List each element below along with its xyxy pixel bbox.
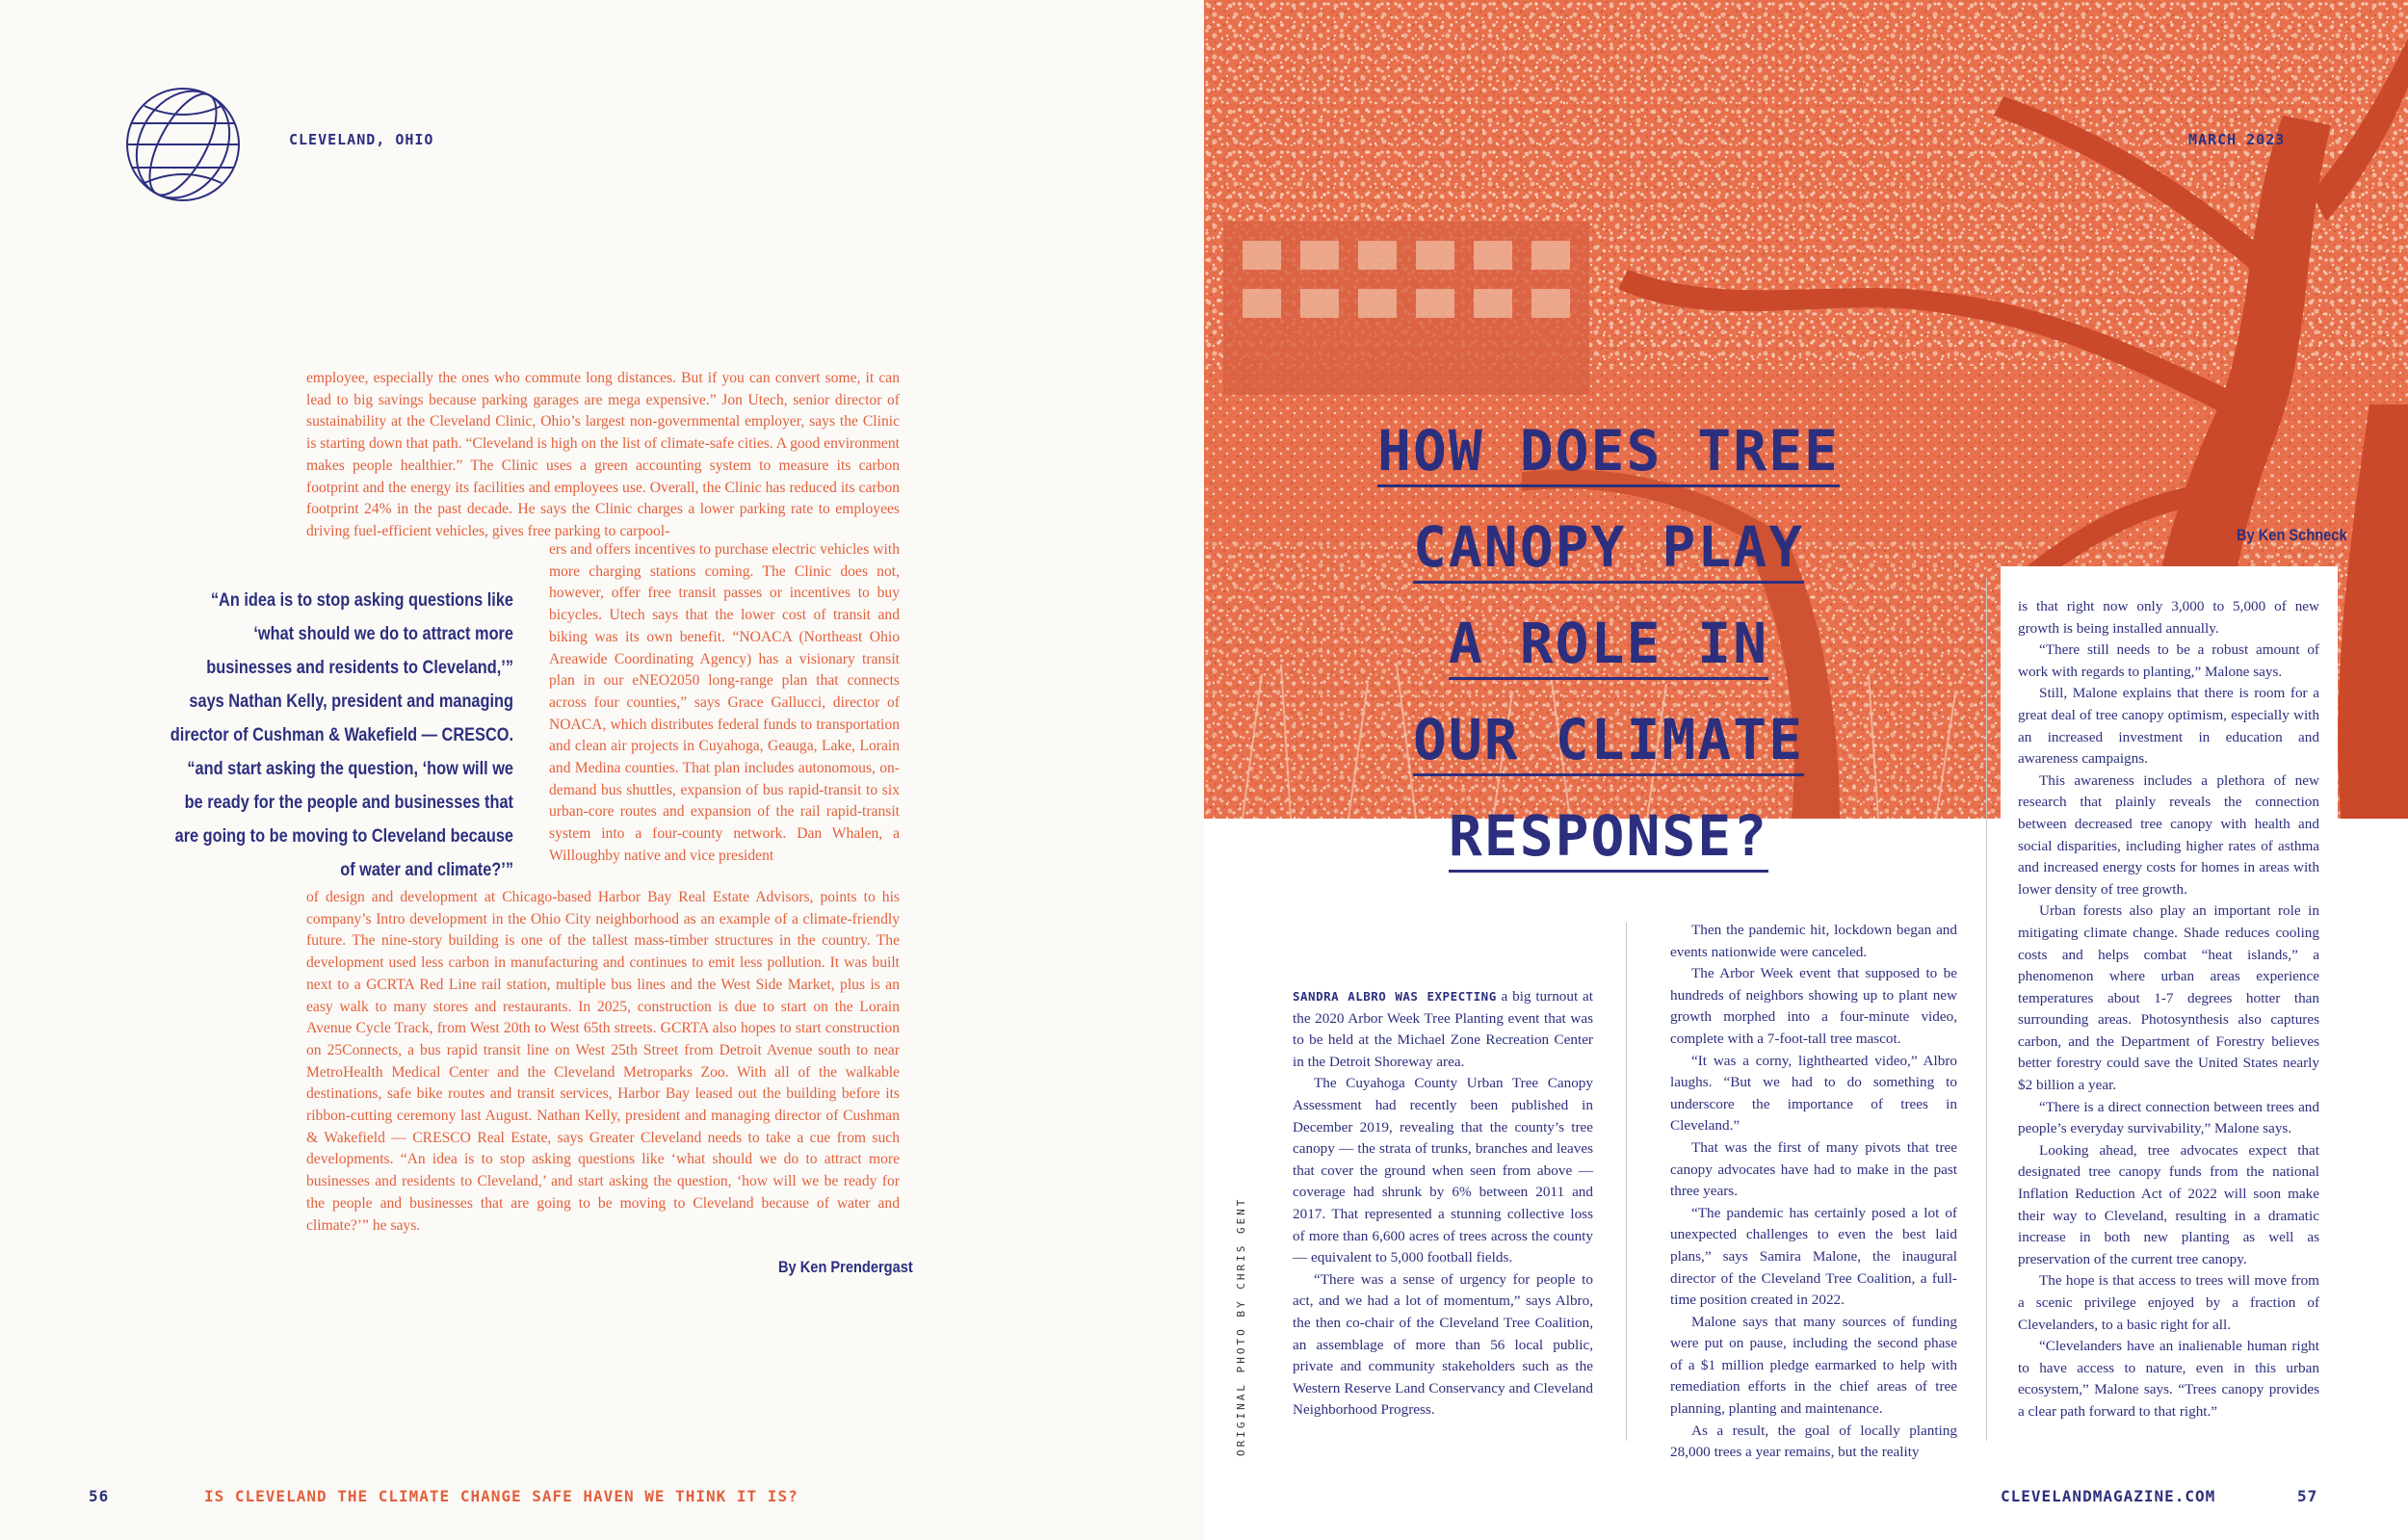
- article-body-mid: [549, 539, 900, 868]
- body-paragraph: ers and offers incentives to purchase electric vehicles with more charging stations coming. The Clinic does not, however, offer free transit passes or incentives to buy bicycles. Utech says that the lower cost of transit and biking was its own benefit. “NOACA (Northeast Ohio Areawide Coordinating Agency) has a visionary transit plan in our eNEO2050 long-range plan that connects across four counties,” says Grace Gallucci, director of NOACA, which distributes federal funds to transportation and clean air projects in Cuyahoga, Geauga, Lake, Lorain and Medina counties. That plan includes autonomous, on-demand bus shuttles, expansion of bus rapid-transit to six urban-core routes and expansion of the rail rapid-transit system into a four-county network. Dan Whalen, a Willoughby native and vice president: [549, 541, 900, 864]
- body-paragraph: Still, Malone explains that there is room for a great deal of tree canopy optimism, especially with an increased investment in education and awareness campaigns.: [2018, 685, 2319, 768]
- headline-line: HOW DOES TREE: [1339, 403, 1878, 499]
- article-column-2: [1670, 920, 1957, 1464]
- body-paragraph: “There was a sense of urgency for people to act, and we had a lot of momentum,” says Albro, the then co-chair of the Cleveland Tree Coalition, an assemblage of more than 56 local public, private and community stakeholders such as the Western Reserve Land Conservancy and Cleveland Neighborhood Progress.: [1293, 1270, 1593, 1419]
- byline-right: By Ken Schneck: [2237, 526, 2347, 544]
- headline-line: OUR CLIMATE: [1339, 692, 1878, 788]
- page-number-right: 57: [2297, 1487, 2318, 1505]
- body-paragraph: is that right now only 3,000 to 5,000 of new growth is being installed annually.: [2018, 598, 2319, 637]
- photo-credit: ORIGINAL PHOTO BY CHRIS GENT: [1235, 1196, 1247, 1456]
- body-paragraph: “The pandemic has certainly posed a lot of unexpected challenges to even the best laid plans,” says Samira Malone, the inaugural director of the Cleveland Tree Coalition, a full-time position created in 2022.: [1670, 1204, 1957, 1309]
- body-paragraph: Then the pandemic hit, lockdown began and events nationwide were canceled.: [1670, 922, 1957, 960]
- body-paragraph: The Arbor Week event that supposed to be hundreds of neighbors showing up to plant new growth morphed into a four-minute video, complete with a 7-foot-tall tree mascot.: [1670, 965, 1957, 1047]
- headline: [1339, 403, 1878, 884]
- article-body-bottom: [306, 887, 900, 1237]
- body-paragraph: Malone says that many sources of funding were put on pause, including the second phase of a $1 million pledge earmarked to help with remediation efforts in the chief areas of tree planning, planting and maintenance.: [1670, 1313, 1957, 1418]
- article-column-1: [1293, 986, 1593, 1422]
- body-paragraph: This awareness includes a plethora of new research that plainly reveals the connection between decreased tree canopy with health and social disparities, including higher rates of asthma and increased energy costs for homes in areas with lower density of tree growth.: [2018, 771, 2319, 898]
- globe-icon: [123, 85, 243, 204]
- headline-line: CANOPY PLAY: [1339, 499, 1878, 595]
- headline-line: RESPONSE?: [1339, 788, 1878, 884]
- page-number-left: 56: [89, 1487, 110, 1505]
- lead-paragraph: SANDRA ALBRO WAS EXPECTING a big turnout at the 2020 Arbor Week Tree Planting event that was to be held at the Michael Zone Recreation Center in the Detroit Shoreway area.: [1293, 988, 1593, 1070]
- column-divider: [1986, 578, 1987, 1441]
- body-paragraph: “There still needs to be a robust amount of work with regards to planting,” Malone says.: [2018, 641, 2319, 680]
- article-column-3: [2018, 596, 2319, 1423]
- article-body-top: [306, 368, 900, 543]
- body-paragraph: “It was a corny, lighthearted video,” Albro laughs. “But we had to do something to underscore the importance of trees in Cleveland.”: [1670, 1052, 1957, 1135]
- body-paragraph: As a result, the goal of locally planting 28,000 trees a year remains, but the reality: [1670, 1422, 1957, 1461]
- footer-tagline: IS CLEVELAND THE CLIMATE CHANGE SAFE HAVEN WE THINK IT IS?: [204, 1487, 798, 1505]
- headline-line: A ROLE IN: [1339, 595, 1878, 692]
- body-paragraph: Urban forests also play an important role in mitigating climate change. Shade reduces cooling costs and helps combat “heat islands,” a phenomenon where urban areas experience temperatures about 1-7 degrees hotter than surrounding areas. Photosynthesis also captures carbon, and the Department of Forestry believes better forestry could save the United States nearly $2 billion a year.: [2018, 902, 2319, 1094]
- body-paragraph: of design and development at Chicago-based Harbor Bay Real Estate Advisors, points to his company’s Intro development in the Ohio City neighborhood as an example of a climate-friendly future. The nine-story building is one of the tallest mass-timber structures in the country. The development used less carbon in manufacturing and continues to emit less pollution. It was built next to a GCRTA Red Line rail station, multiple bus lines and the West Side Market, plus is an easy walk to many stores and restaurants. In 2025, construction is due to start on the Lorain Avenue Cycle Track, from West 20th to West 65th streets. GCRTA also hopes to start construction on 25Connects, a bus rapid transit line on West 25th Street from Detroit Avenue south to near MetroHealth Medical Center and the Cleveland Metroparks Zoo. With all of the walkable destinations, safe bike routes and transit services, Harbor Bay leased out the building before its ribbon-cutting ceremony last August. Nathan Kelly, president and managing director of Cushman & Wakefield — CRESCO Real Estate, says Greater Cleveland needs to take a cue from such developments. “An idea is to stop asking questions like ‘what should we do to attract more businesses and residents to Cleveland,’ and start asking the question, ‘how will we be ready for the people and businesses that are going to be moving to Cleveland because of water and climate?’” he says.: [306, 889, 900, 1234]
- body-paragraph: “Clevelanders have an inalienable human right to have access to nature, even in this urban ecosystem,” Malone says. “Trees canopy provides a clear path forward to that right.”: [2018, 1338, 2319, 1420]
- issue-date: MARCH 2023: [2188, 131, 2286, 148]
- lead-in: SANDRA ALBRO WAS EXPECTING: [1293, 989, 1497, 1004]
- body-paragraph: That was the first of many pivots that tree canopy advocates have had to make in the past three years.: [1670, 1138, 1957, 1200]
- body-paragraph: The hope is that access to trees will move from a scenic privilege enjoyed by a fraction of Clevelanders, to a basic right for all.: [2018, 1272, 2319, 1333]
- website-url: CLEVELANDMAGAZINE.COM: [2001, 1487, 2216, 1505]
- body-paragraph: employee, especially the ones who commute long distances. But if you can convert some, it can lead to big savings because parking garages are mega expensive.” Jon Utech, senior director of sustainability at the Cleveland Clinic, Ohio’s largest non-governmental employer, says the Clinic is starting down that path. “Cleveland is high on the list of climate-safe cities. A good environment makes people healthier.” The Clinic uses a green accounting system to measure its carbon footprint and the energy its facilities and employees use. Overall, the Clinic has reduced its carbon footprint 24% in the past decade. He says the Clinic charges a lower parking rate to employees driving fuel-efficient vehicles, gives free parking to carpool-: [306, 370, 900, 539]
- body-paragraph: The Cuyahoga County Urban Tree Canopy Assessment had recently been published in December 2019, revealing that the county’s tree canopy — the strata of trunks, branches and leaves that cover the ground when seen from above — coverage had shrunk by 6% between 2011 and 2017. That represented a stunning collective loss of more than 6,600 acres of trees across the county — equivalent to 5,000 football fields.: [1293, 1075, 1593, 1266]
- byline-left: By Ken Prendergast: [778, 1258, 913, 1276]
- pull-quote: “An idea is to stop asking questions like ‘what should we do to attract more businesses and residents to Cleveland,’” says Nathan Kelly, president and managing director of Cushman & Wakefield — CRESCO. “and start asking the question, ‘how will we be ready for the people and businesses that are going to be moving to Cleveland because of water and climate?’”: [170, 590, 513, 880]
- column-divider: [1626, 923, 1627, 1441]
- body-paragraph: Looking ahead, tree advocates expect that designated tree canopy funds from the national Inflation Reduction Act of 2022 will soon make their way to Cleveland, resulting in a dramatic increase in both new planting as well as preservation of the current tree canopy.: [2018, 1141, 2319, 1267]
- body-paragraph: “There is a direct connection between trees and people’s everyday survivability,” Malone says.: [2018, 1098, 2319, 1137]
- section-location: CLEVELAND, OHIO: [289, 131, 434, 148]
